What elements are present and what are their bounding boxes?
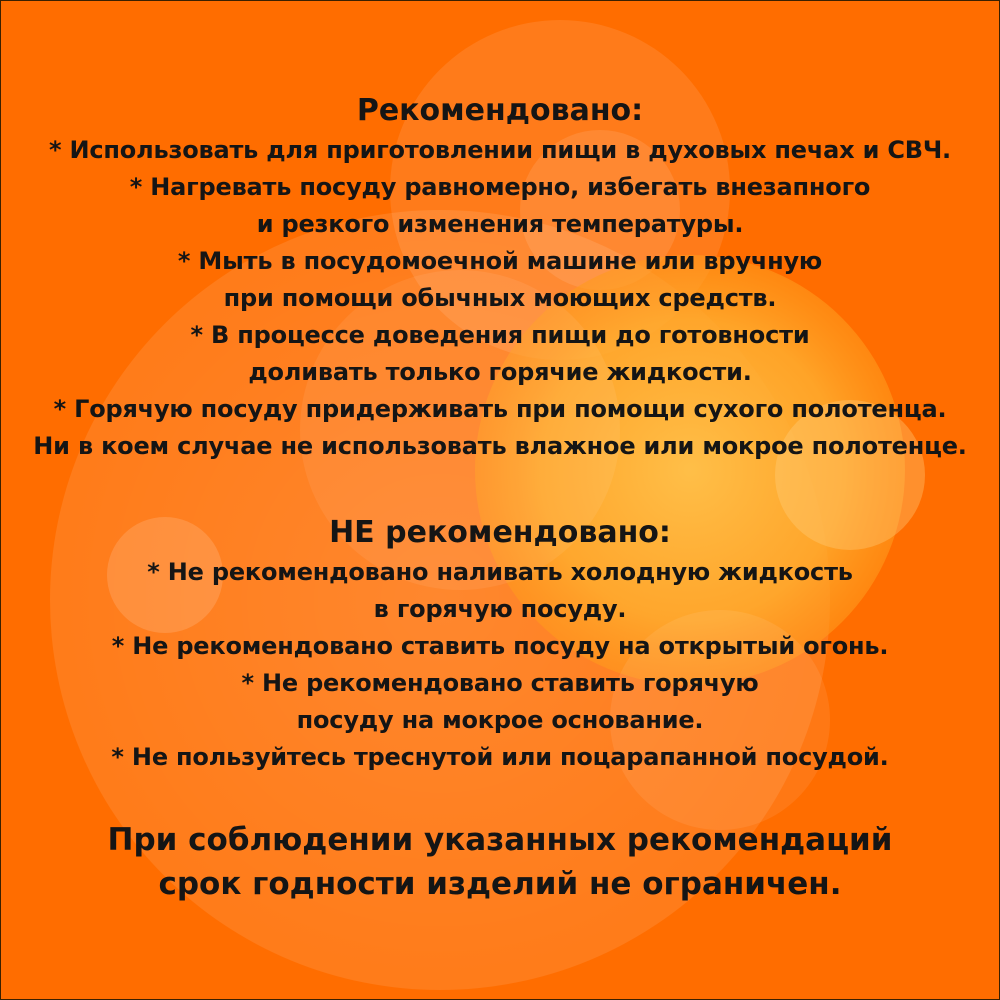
recommended-line: и резкого изменения температуры. [256, 210, 744, 238]
not-recommended-heading: НЕ рекомендовано: [329, 515, 671, 550]
recommended-line: * Горячую посуду придерживать при помощи сухого полотенца. [53, 395, 947, 423]
not-recommended-line: в горячую посуду. [373, 595, 627, 623]
recommended-line: * Использовать для приготовлении пищи в духовых печах и СВЧ. [49, 136, 951, 164]
conclusion-line: При соблюдении указанных рекомендаций [107, 822, 893, 858]
recommended-line: доливать только горячие жидкости. [248, 358, 752, 386]
not-recommended-section [0, 512, 1000, 776]
not-recommended-line: посуду на мокрое основание. [296, 706, 704, 734]
recommended-section [0, 90, 1000, 465]
recommended-heading: Рекомендовано: [356, 93, 644, 128]
recommended-line: при помощи обычных моющих средств. [223, 284, 777, 312]
not-recommended-line: * Не рекомендовано ставить посуду на открытый огонь. [111, 632, 889, 660]
conclusion-line: срок годности изделий не ограничен. [158, 866, 842, 902]
recommended-line: * Нагревать посуду равномерно, избегать внезапного [129, 173, 871, 201]
recommended-line: * Мыть в посудомоечной машине или вручную [177, 247, 823, 275]
recommended-line: * В процессе доведения пищи до готовности [190, 321, 810, 349]
not-recommended-line: * Не пользуйтесь треснутой или поцарапанной посудой. [111, 743, 889, 771]
recommended-line: Ни в коем случае не использовать влажное или мокрое полотенце. [33, 432, 967, 460]
not-recommended-line: * Не рекомендовано ставить горячую [241, 669, 759, 697]
conclusion-section [0, 818, 1000, 906]
not-recommended-line: * Не рекомендовано наливать холодную жидкость [147, 558, 853, 586]
